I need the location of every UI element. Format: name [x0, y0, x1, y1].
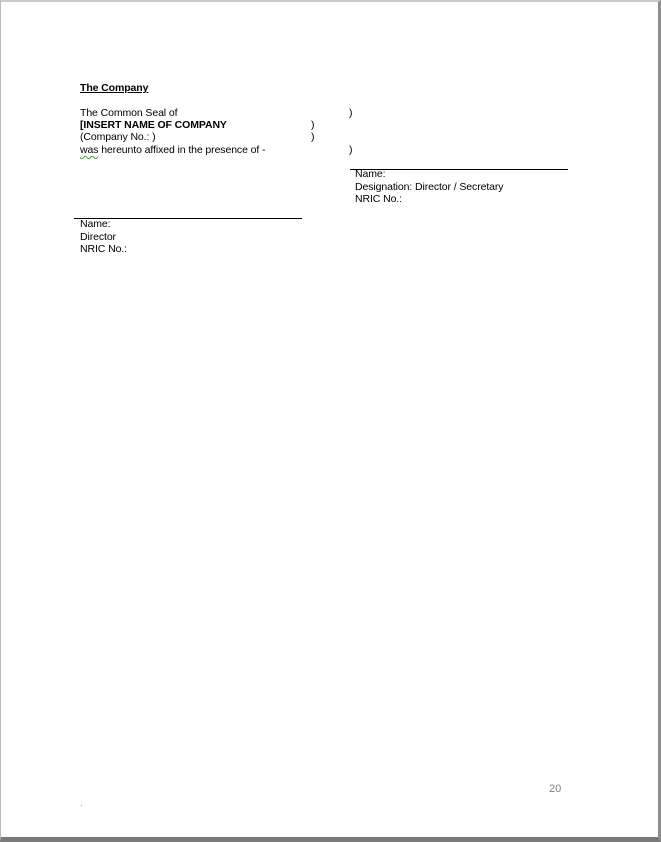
right-nric-label: NRIC No.:: [355, 193, 402, 205]
seal-line-company-no: (Company No.: ): [80, 131, 156, 143]
footer-mark: [81, 805, 82, 806]
spellcheck-word: was: [80, 144, 99, 156]
bracket-1: ): [349, 107, 353, 119]
seal-line-presence: [80, 144, 265, 156]
page-number: 20: [549, 783, 562, 795]
left-nric-label: NRIC No.:: [80, 243, 127, 255]
right-designation: Designation: Director / Secretary: [355, 181, 504, 193]
bracket-2: ): [311, 119, 315, 131]
seal-line-common-seal: The Common Seal of: [80, 107, 178, 119]
bracket-4: ): [349, 144, 353, 156]
left-name-label: Name:: [80, 218, 111, 230]
presence-text: hereunto affixed in the presence of -: [98, 144, 266, 156]
bracket-3: ): [311, 131, 315, 143]
seal-line-company-name: [INSERT NAME OF COMPANY: [80, 119, 227, 131]
left-role: Director: [80, 231, 116, 243]
section-heading: The Company: [80, 82, 149, 94]
right-name-label: Name:: [355, 168, 386, 180]
